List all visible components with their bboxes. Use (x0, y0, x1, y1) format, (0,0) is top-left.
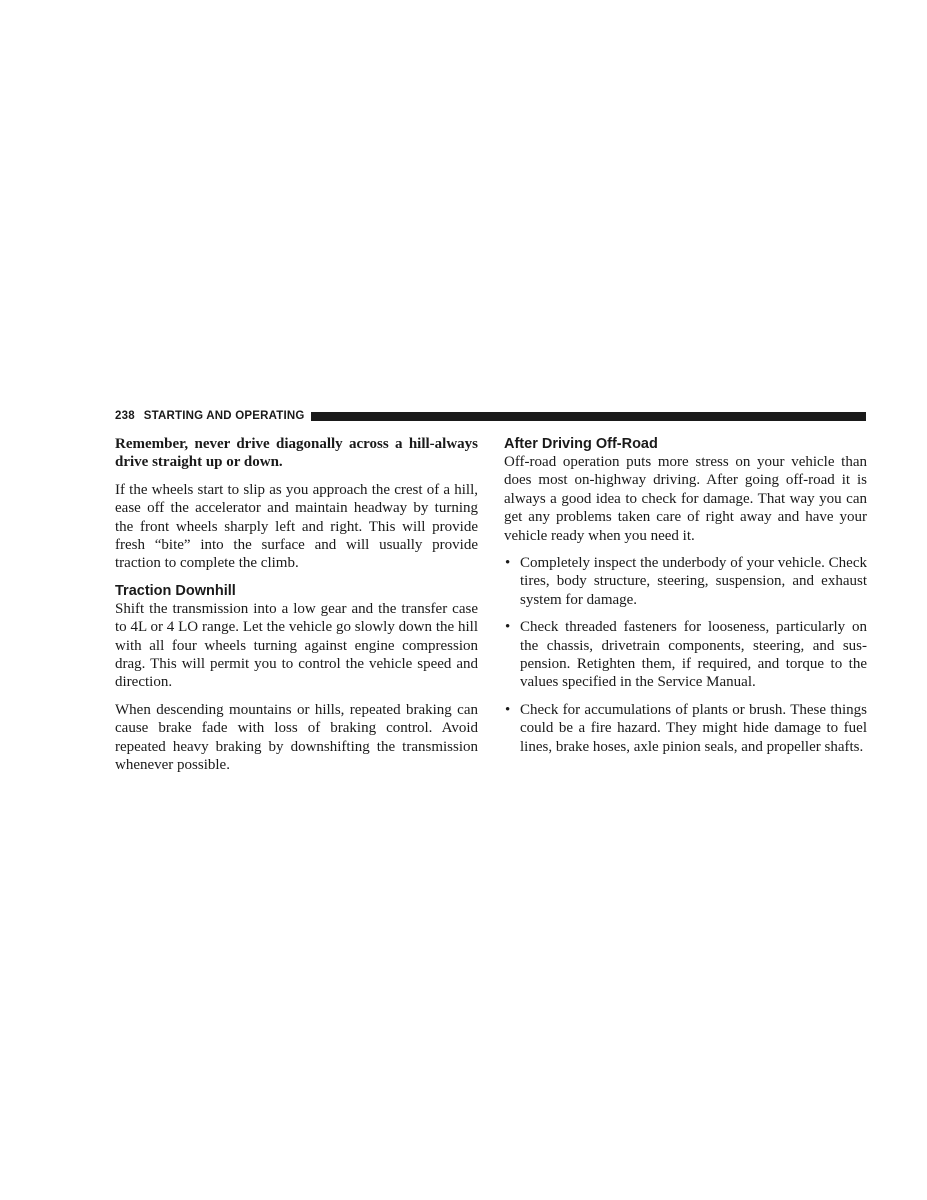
bullet-icon: • (505, 619, 511, 636)
right-column (504, 435, 867, 765)
list-item (504, 554, 867, 609)
list-item-text: Check threaded fasteners for looseness, particularly on the chassis, drivetrain components, steering, and suspension. Retighten them, if required, and torque to the values specified in the Service Manual. (520, 619, 867, 691)
after-driving-offroad-heading: After Driving Off-Road (504, 436, 658, 452)
brake-fade-paragraph: When descending mountains or hills, repeated braking can cause brake fade with loss of braking control. Avoid repeated heavy braking by downshifting the transmission whenever possible. (115, 701, 478, 774)
header-rule (311, 412, 866, 421)
bullet-icon: • (505, 701, 511, 718)
page-number: 238 (115, 410, 135, 422)
hill-warning-note: Remember, never drive diagonally across a hill-always drive straight up or down. (115, 436, 478, 471)
low-gear-paragraph: Shift the transmission into a low gear and the transfer case to 4L or 4 LO range. Let the vehicle go slowly down the hill with all four wheels turning against engine compression drag. This will permit you to control the vehicle speed and direction. (115, 600, 478, 691)
offroad-intro-paragraph: Off-road operation puts more stress on your vehicle than does most on-highway driving. After going off-road it is always a good idea to check for damage. That way you can get any problems taken care of right away and have your vehicle ready when you need it. (504, 454, 867, 544)
bullet-icon: • (505, 555, 511, 572)
page-header (115, 409, 866, 423)
wheel-slip-paragraph: If the wheels start to slip as you approach the crest of a hill, ease off the accelerator and maintain headway by turning the front wheels sharply left and right. This will provide fresh “bite” into the surface and will usually provide traction to complete the climb. (115, 481, 478, 572)
list-item (504, 701, 867, 756)
list-item-text: Completely inspect the underbody of your vehicle. Check tires, body structure, steering, suspension, and exhaust system for damage. (520, 555, 867, 608)
section-title: STARTING AND OPERATING (143, 410, 305, 422)
left-column (115, 435, 478, 784)
traction-downhill-heading: Traction Downhill (115, 582, 236, 599)
inspection-checklist (504, 554, 867, 756)
list-item-text: Check for accumulations of plants or brush. These things could be a fire hazard. They might hide damage to fuel lines, brake hoses, axle pinion seals, and propeller shafts. (520, 701, 867, 755)
list-item (504, 618, 867, 692)
